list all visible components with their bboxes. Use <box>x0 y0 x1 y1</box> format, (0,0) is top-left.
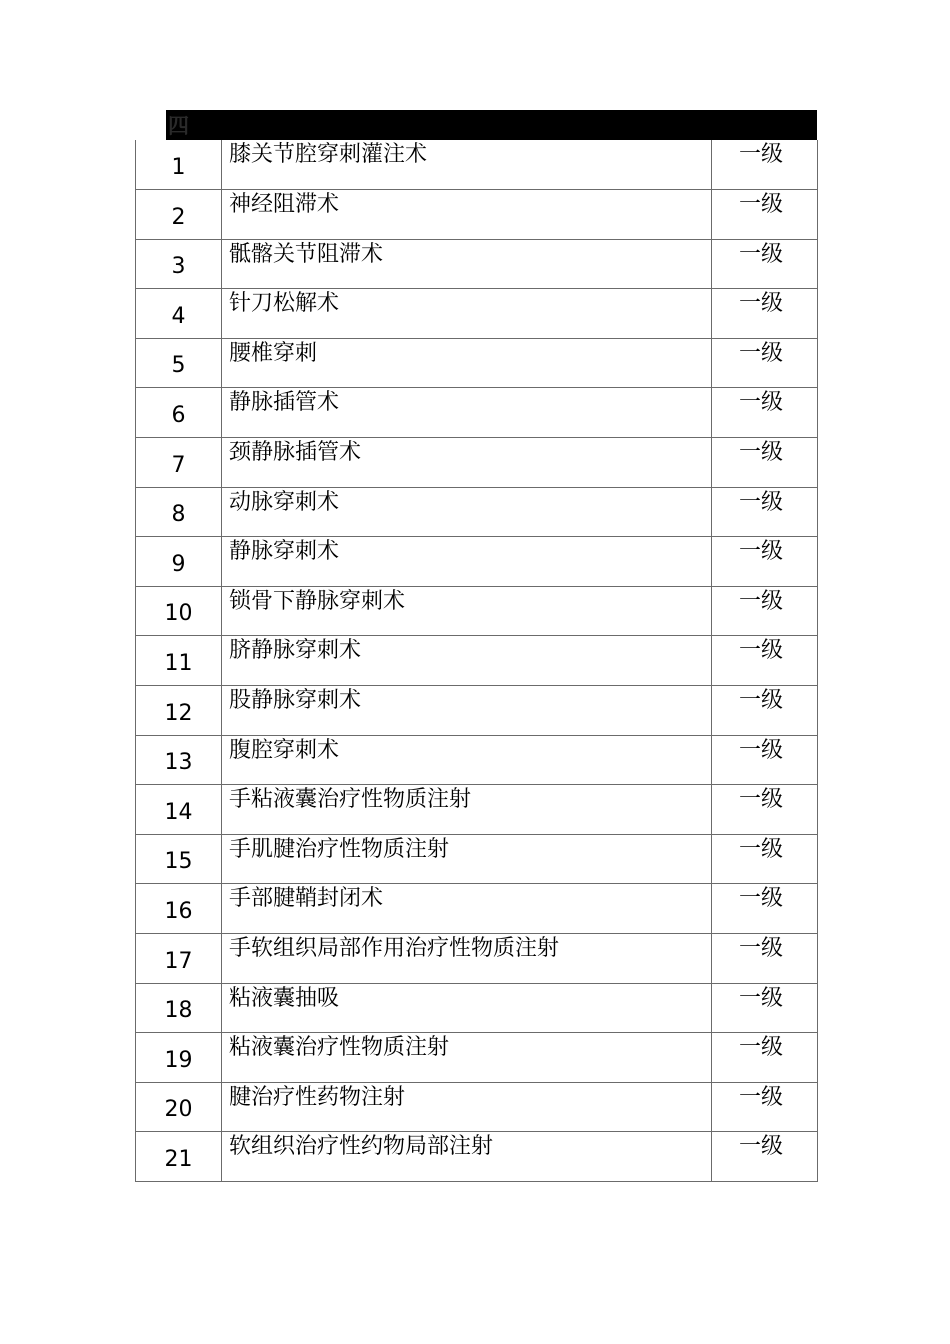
table-row <box>136 438 818 488</box>
table-row <box>136 884 818 934</box>
row-number: 17 <box>136 934 222 984</box>
procedure-level: 一级 <box>712 289 818 339</box>
procedure-name: 静脉插管术 <box>222 388 712 438</box>
table-row <box>136 140 818 190</box>
table-row <box>136 934 818 984</box>
procedure-level: 一级 <box>712 1033 818 1083</box>
row-number: 5 <box>136 338 222 388</box>
procedure-name: 腰椎穿刺 <box>222 338 712 388</box>
row-number: 20 <box>136 1082 222 1132</box>
row-number: 6 <box>136 388 222 438</box>
procedure-name: 手粘液囊治疗性物质注射 <box>222 785 712 835</box>
row-number: 11 <box>136 636 222 686</box>
procedure-table <box>135 140 818 1182</box>
procedure-name: 手软组织局部作用治疗性物质注射 <box>222 934 712 984</box>
section-label: 四 <box>168 114 189 138</box>
procedure-level: 一级 <box>712 190 818 240</box>
procedure-level: 一级 <box>712 586 818 636</box>
procedure-level: 一级 <box>712 438 818 488</box>
procedure-name: 腱治疗性药物注射 <box>222 1082 712 1132</box>
procedure-level: 一级 <box>712 636 818 686</box>
procedure-name: 针刀松解术 <box>222 289 712 339</box>
procedure-level: 一级 <box>712 1082 818 1132</box>
table-row <box>136 487 818 537</box>
procedure-name: 锁骨下静脉穿刺术 <box>222 586 712 636</box>
procedure-name: 软组织治疗性约物局部注射 <box>222 1132 712 1182</box>
procedure-name: 股静脉穿刺术 <box>222 686 712 736</box>
procedure-level: 一级 <box>712 983 818 1033</box>
procedure-level: 一级 <box>712 487 818 537</box>
table-row <box>136 1033 818 1083</box>
procedure-name: 神经阻滞术 <box>222 190 712 240</box>
procedure-level: 一级 <box>712 338 818 388</box>
procedure-name: 骶髂关节阻滞术 <box>222 239 712 289</box>
procedure-level: 一级 <box>712 934 818 984</box>
row-number: 16 <box>136 884 222 934</box>
procedure-name: 手部腱鞘封闭术 <box>222 884 712 934</box>
row-number: 9 <box>136 537 222 587</box>
row-number: 7 <box>136 438 222 488</box>
row-number: 8 <box>136 487 222 537</box>
table-row <box>136 636 818 686</box>
row-number: 18 <box>136 983 222 1033</box>
row-number: 15 <box>136 834 222 884</box>
procedure-table-body <box>136 140 818 1181</box>
procedure-level: 一级 <box>712 239 818 289</box>
row-number: 4 <box>136 289 222 339</box>
table-row <box>136 537 818 587</box>
row-number: 14 <box>136 785 222 835</box>
procedure-name: 膝关节腔穿刺灌注术 <box>222 140 712 190</box>
table-row <box>136 586 818 636</box>
row-number: 10 <box>136 586 222 636</box>
procedure-name: 粘液囊抽吸 <box>222 983 712 1033</box>
table-row <box>136 1082 818 1132</box>
table-row <box>136 1132 818 1182</box>
table-row <box>136 735 818 785</box>
table-row <box>136 338 818 388</box>
procedure-name: 手肌腱治疗性物质注射 <box>222 834 712 884</box>
table-row <box>136 190 818 240</box>
procedure-name: 粘液囊治疗性物质注射 <box>222 1033 712 1083</box>
section-header-bar <box>166 110 817 140</box>
procedure-level: 一级 <box>712 1132 818 1182</box>
procedure-level: 一级 <box>712 884 818 934</box>
table-row <box>136 834 818 884</box>
table-row <box>136 239 818 289</box>
procedure-level: 一级 <box>712 388 818 438</box>
table-row <box>136 785 818 835</box>
row-number: 12 <box>136 686 222 736</box>
procedure-level: 一级 <box>712 686 818 736</box>
row-number: 3 <box>136 239 222 289</box>
row-number: 1 <box>136 140 222 190</box>
row-number: 19 <box>136 1033 222 1083</box>
procedure-level: 一级 <box>712 735 818 785</box>
procedure-name: 腹腔穿刺术 <box>222 735 712 785</box>
row-number: 2 <box>136 190 222 240</box>
procedure-level: 一级 <box>712 785 818 835</box>
table-row <box>136 289 818 339</box>
procedure-level: 一级 <box>712 140 818 190</box>
procedure-level: 一级 <box>712 834 818 884</box>
procedure-name: 动脉穿刺术 <box>222 487 712 537</box>
table-row <box>136 388 818 438</box>
table-row <box>136 686 818 736</box>
row-number: 13 <box>136 735 222 785</box>
procedure-name: 静脉穿刺术 <box>222 537 712 587</box>
table-row <box>136 983 818 1033</box>
procedure-level: 一级 <box>712 537 818 587</box>
procedure-name: 颈静脉插管术 <box>222 438 712 488</box>
row-number: 21 <box>136 1132 222 1182</box>
procedure-name: 脐静脉穿刺术 <box>222 636 712 686</box>
